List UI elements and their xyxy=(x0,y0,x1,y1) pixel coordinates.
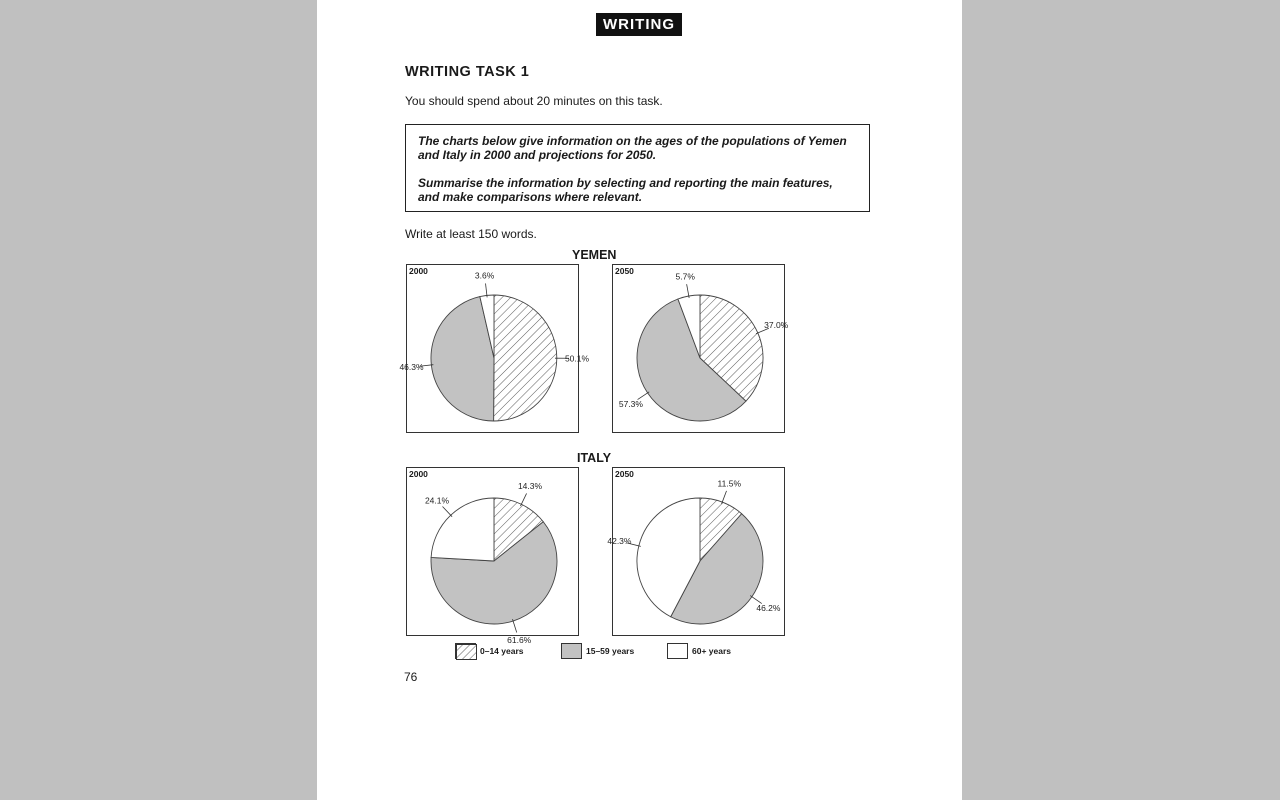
pie-chart-italy-2000 xyxy=(406,467,579,646)
data-label: 24.1% xyxy=(424,495,450,506)
legend-label: 0–14 years xyxy=(480,646,524,656)
data-label: 14.3% xyxy=(517,481,543,492)
task-prompt-box xyxy=(405,124,870,212)
data-label: 57.3% xyxy=(618,399,643,409)
legend-item-15-59 xyxy=(561,643,634,659)
pie-year-label: 2050 xyxy=(615,469,634,479)
pie-svg xyxy=(399,265,590,432)
prompt-instruction: Summarise the information by selecting and reporting the main features, and make comparisons where relevant. xyxy=(418,176,833,204)
time-instruction: You should spend about 20 minutes on this task. xyxy=(405,94,663,108)
page-number: 76 xyxy=(404,670,418,684)
data-label: 5.7% xyxy=(675,271,695,282)
data-label: 46.2% xyxy=(756,603,781,614)
country-title-italy: ITALY xyxy=(577,451,612,465)
pie-svg xyxy=(607,468,784,635)
country-title-yemen: YEMEN xyxy=(572,248,617,262)
exam-page xyxy=(317,0,962,800)
data-label: 42.3% xyxy=(607,536,632,547)
prompt-description: The charts below give information on the ages of the populations of Yemen and Italy in 2000 and projections for 2050. xyxy=(418,134,847,162)
white-swatch-icon xyxy=(667,643,688,659)
data-label: 3.6% xyxy=(474,270,495,281)
pie-year-label: 2000 xyxy=(409,266,428,276)
chart-legend xyxy=(455,643,755,661)
leader-line xyxy=(520,493,526,506)
grey-swatch-icon xyxy=(561,643,582,659)
pie-year-label: 2000 xyxy=(409,469,428,479)
pie-year-label: 2050 xyxy=(615,266,634,276)
data-label: 61.6% xyxy=(507,635,532,646)
slice-0-14 xyxy=(494,295,557,421)
data-label: 37.0% xyxy=(764,320,789,330)
task-title: WRITING TASK 1 xyxy=(405,64,530,80)
hatch-swatch-icon xyxy=(455,643,476,659)
slice-60-plus xyxy=(431,498,494,561)
legend-label: 60+ years xyxy=(692,646,731,656)
pie-svg xyxy=(613,265,789,432)
data-label: 46.3% xyxy=(399,362,424,373)
legend-item-0-14 xyxy=(455,643,524,659)
leader-line xyxy=(512,619,516,632)
pie-chart-yemen-2050 xyxy=(612,264,789,433)
pie-chart-yemen-2000 xyxy=(399,264,590,433)
legend-item-60-plus xyxy=(667,643,731,659)
word-count-instruction: Write at least 150 words. xyxy=(405,227,537,241)
leader-line xyxy=(442,506,452,516)
pie-svg xyxy=(407,468,578,646)
data-label: 50.1% xyxy=(564,353,590,364)
leader-line xyxy=(722,491,727,504)
legend-label: 15–59 years xyxy=(586,646,635,656)
pie-chart-italy-2050 xyxy=(607,467,785,636)
data-label: 11.5% xyxy=(717,478,742,489)
section-tag: WRITING xyxy=(596,13,682,36)
